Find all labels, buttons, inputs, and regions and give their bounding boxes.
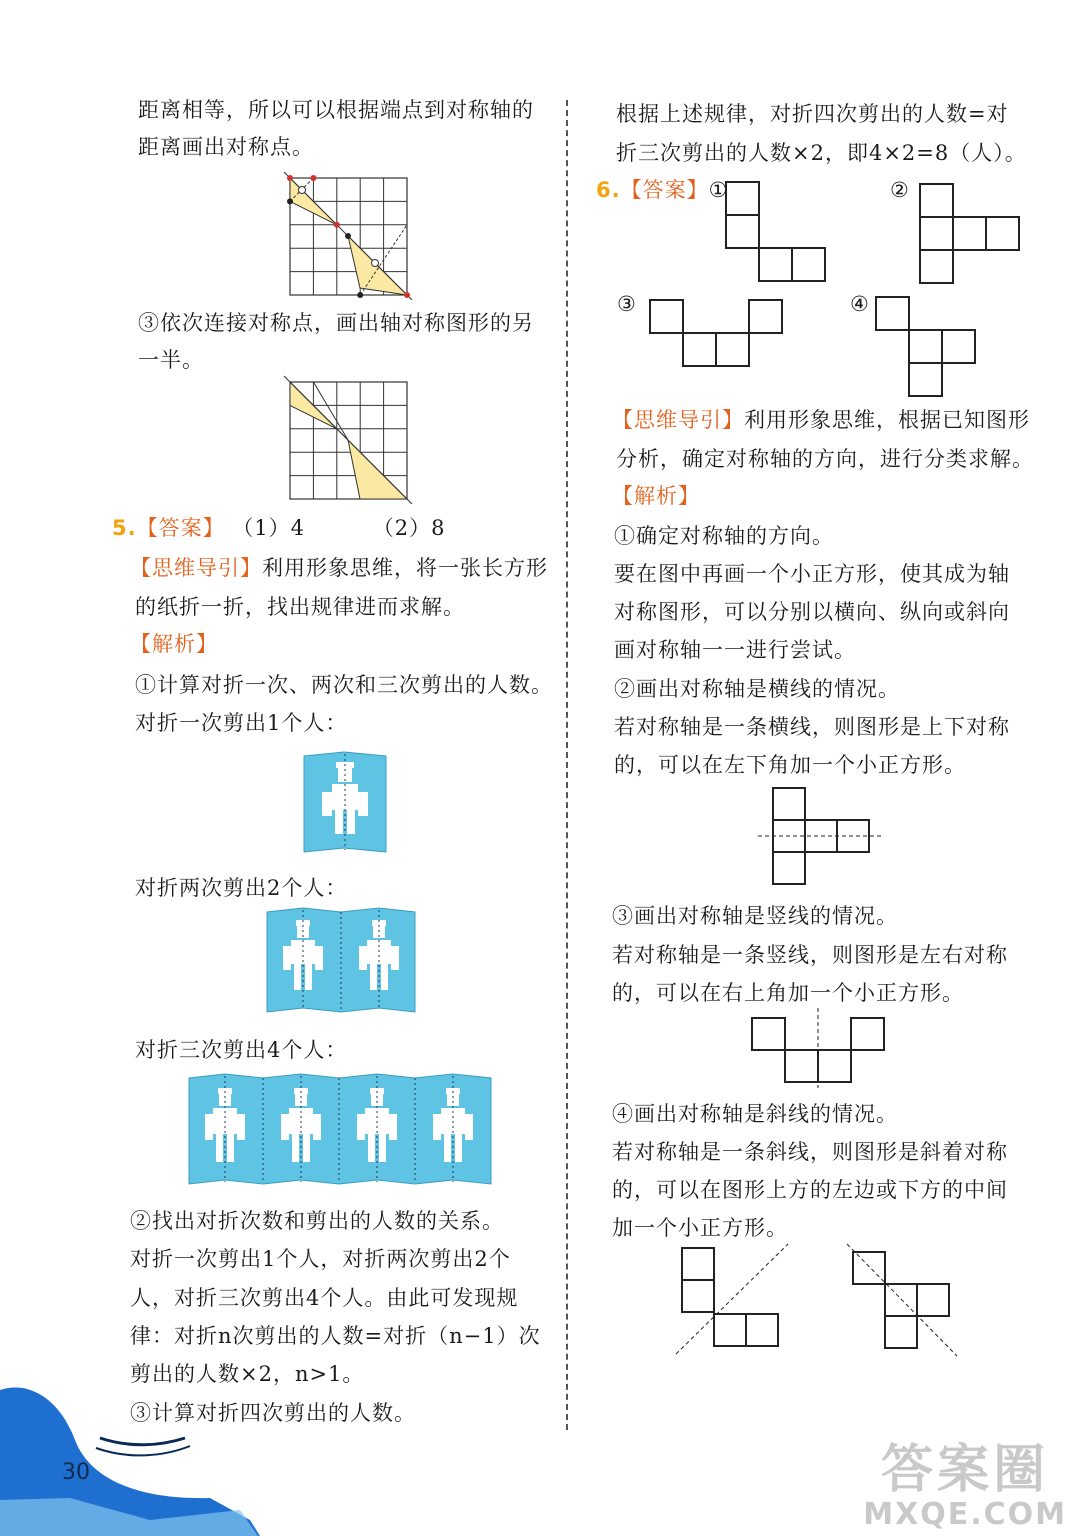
q5-relation-line: 人，对折三次剪出4个人。由此可发现规 bbox=[130, 1286, 519, 1310]
q6-text-line: 若对称轴是一条斜线，则图形是斜着对称 bbox=[612, 1140, 1008, 1164]
q6-step-3: ③画出对称轴是竖线的情况。 bbox=[612, 904, 898, 928]
q6-label-1: ① bbox=[708, 178, 729, 202]
grid-figure-1 bbox=[280, 168, 415, 303]
q5-step-3: ③计算对折四次剪出的人数。 bbox=[130, 1401, 416, 1425]
left-text-line: 距离画出对称点。 bbox=[138, 135, 314, 159]
q5-answer-2: （2）8 bbox=[372, 516, 446, 540]
q5-fold-2: 对折两次剪出2个人： bbox=[135, 876, 348, 900]
q5-step-1: ①计算对折一次、两次和三次剪出的人数。 bbox=[135, 673, 553, 697]
q6-text-line: 的，可以在右上角加一个小正方形。 bbox=[612, 981, 964, 1005]
column-divider bbox=[566, 100, 568, 1430]
q5-fold-3: 对折三次剪出4个人： bbox=[135, 1038, 348, 1062]
q6-answer-figure-1 bbox=[722, 178, 830, 286]
q6-answer-tag: 【答案】 bbox=[620, 178, 709, 202]
q5-number: 5. bbox=[112, 516, 137, 540]
q5-relation-line: 律：对折n次剪出的人数=对折（n−1）次 bbox=[130, 1324, 541, 1348]
q5-relation-line: 对折一次剪出1个人，对折两次剪出2个 bbox=[130, 1247, 511, 1271]
q5-relation-line: 剪出的人数×2，n>1。 bbox=[130, 1362, 365, 1386]
q6-text-line: 若对称轴是一条横线，则图形是上下对称 bbox=[614, 715, 1010, 739]
q6-label-3: ③ bbox=[617, 292, 637, 316]
q6-number: 6. bbox=[596, 178, 621, 202]
watermark bbox=[863, 1440, 1067, 1530]
q5-answer-1: （1）4 bbox=[232, 516, 306, 540]
q6-answer-figure-2 bbox=[916, 180, 1024, 288]
q6-answer-figure-3 bbox=[646, 296, 786, 374]
q6-text-line: 的，可以在图形上方的左边或下方的中间 bbox=[612, 1178, 1008, 1202]
q5-analysis-tag: 【解析】 bbox=[130, 632, 218, 656]
q6-guide-text: 利用形象思维，根据已知图形 bbox=[744, 408, 1030, 432]
q6-step-1: ①确定对称轴的方向。 bbox=[614, 524, 834, 548]
q6-label-4: ④ bbox=[850, 292, 870, 316]
q6-text-line: 加一个小正方形。 bbox=[612, 1216, 788, 1240]
q5-answer-tag: 【答案】 bbox=[136, 516, 225, 540]
right-text-line: 折三次剪出的人数×2，即4×2=8（人）。 bbox=[616, 141, 1027, 165]
q6-label-2: ② bbox=[890, 178, 910, 202]
q6-answer-figure-4 bbox=[872, 293, 980, 401]
page-number: 30 bbox=[62, 1460, 90, 1485]
horizontal-axis-figure bbox=[756, 784, 886, 890]
q6-answer-line bbox=[596, 172, 728, 209]
grid-figure-2 bbox=[280, 372, 415, 507]
diagonal-axis-figure-1 bbox=[672, 1242, 792, 1356]
q5-guide-text: 利用形象思维，将一张长方形 bbox=[262, 556, 548, 580]
q6-guide-text-2: 分析，确定对称轴的方向，进行分类求解。 bbox=[616, 447, 1034, 471]
q6-text-line: 要在图中再画一个小正方形，使其成为轴 bbox=[614, 562, 1010, 586]
watermark-url: MXQE.COM bbox=[863, 1497, 1067, 1532]
q5-answer-line bbox=[112, 510, 445, 547]
q5-guide-text-2: 的纸折一折，找出规律进而求解。 bbox=[135, 595, 465, 619]
q5-analysis-line bbox=[130, 626, 218, 663]
q5-guide-line bbox=[130, 550, 548, 587]
q6-analysis-tag: 【解析】 bbox=[612, 484, 700, 508]
q6-text-line: 的，可以在左下角加一个小正方形。 bbox=[614, 753, 966, 777]
paper-cut-one-person bbox=[300, 748, 390, 858]
q6-step-2: ②画出对称轴是横线的情况。 bbox=[614, 677, 900, 701]
left-text-line: 一半。 bbox=[138, 348, 204, 372]
right-text-line: 根据上述规律，对折四次剪出的人数=对 bbox=[616, 102, 1009, 126]
q5-fold-1: 对折一次剪出1个人： bbox=[135, 711, 348, 735]
paper-cut-two-people bbox=[263, 906, 419, 1016]
q6-text-line: 若对称轴是一条竖线，则图形是左右对称 bbox=[612, 943, 1008, 967]
vertical-axis-figure bbox=[748, 1008, 888, 1088]
q6-step-4: ④画出对称轴是斜线的情况。 bbox=[612, 1102, 898, 1126]
corner-decoration bbox=[0, 1380, 280, 1536]
diagonal-axis-figure-2 bbox=[845, 1242, 960, 1358]
q6-text-line: 画对称轴一一进行尝试。 bbox=[614, 638, 856, 662]
watermark-main: 答案圈 bbox=[881, 1440, 1050, 1500]
q6-guide-tag: 【思维导引】 bbox=[612, 408, 744, 432]
left-text-line: ③依次连接对称点，画出轴对称图形的另 bbox=[138, 311, 534, 335]
q5-guide-tag: 【思维导引】 bbox=[130, 556, 262, 580]
q6-guide-line bbox=[612, 402, 1030, 439]
q6-text-line: 对称图形，可以分别以横向、纵向或斜向 bbox=[614, 600, 1010, 624]
paper-cut-four-people bbox=[185, 1070, 495, 1188]
q6-analysis-line bbox=[612, 478, 700, 515]
left-text-line: 距离相等，所以可以根据端点到对称轴的 bbox=[138, 98, 534, 122]
q5-step-2: ②找出对折次数和剪出的人数的关系。 bbox=[130, 1209, 504, 1233]
